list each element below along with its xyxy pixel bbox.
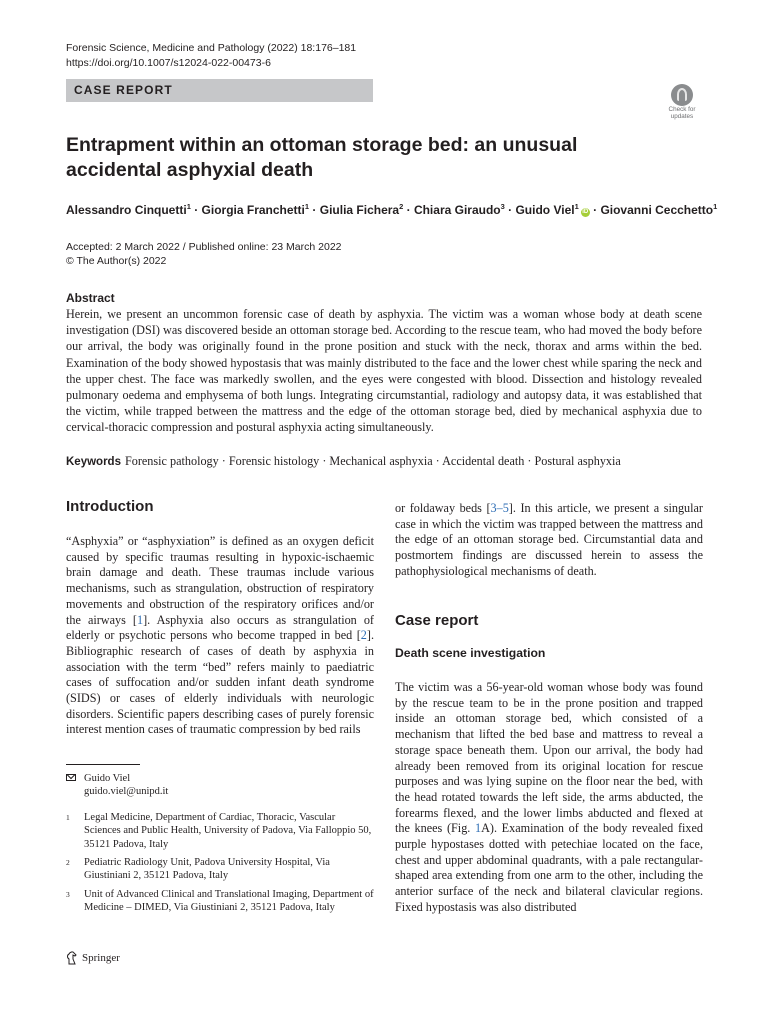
journal-header xyxy=(66,41,356,71)
death-scene-paragraph: The victim was a 56-year-old woman whose body was found by the rescue team to be in the prone position and trapped inside an ottoman storage bed, which consisted of a mechanism that lifted the bed base and mattress to reveal a storage space beneath them. Upon our arrival, the body had already been removed from its original location for rescue purposes and was lying supine on the floor near the bed, with the head rotated towards the left side, the arms abducted, the forearms flexed, and the lower limbs abducted and flexed at the knees (Fig. 1A). Examination of the body revealed fixed purple hypostases dotted with petechiae located on the face, chest and upper abdominal quadrants, with a pale rectangular-shaped area extending from one arm to the other, including the anterior surface of the neck and bilateral clavicular regions. Fixed hypostasis was also distributed xyxy=(395,680,703,914)
affiliation-number: 2 xyxy=(66,858,70,867)
affiliation-number: 1 xyxy=(66,813,70,822)
footnote-divider xyxy=(66,764,140,765)
author-affiliation-mark: 1 xyxy=(304,202,310,211)
correspondence-name: Guido Viel xyxy=(84,773,131,784)
envelope-icon xyxy=(66,774,76,781)
case-report-heading: Case report xyxy=(395,612,479,629)
springer-horse-icon xyxy=(66,951,78,965)
article-title: Entrapment within an ottoman storage bed: an unusual accidental asphyxial death xyxy=(66,134,578,181)
keywords-line xyxy=(66,454,702,469)
author-name[interactable]: Giulia Fichera xyxy=(319,203,400,217)
affiliation-number: 3 xyxy=(66,890,70,899)
keywords-label: Keywords xyxy=(66,456,121,468)
orcid-icon[interactable]: iD xyxy=(582,209,589,215)
publication-dates xyxy=(66,241,342,268)
abstract-text: Herein, we present an uncommon forensic case of death by asphyxia. The victim was a woman whose body at death scene investigation (DSI) was discovered beside an ottoman storage bed. According to the rescue team, who had moved the body before our arrival, the body was originally found in the prone position and stuck with the neck, thorax and arms within the bed. Examination of the body showed hypostasis that was mainly distributed to the face and the lower chest while sparing the neck and the upper chest. The face was markedly swollen, and the eyes were congested with blood. Dissection and histology revealed pulmonary oedema and emphysema of both lungs. Integrating circumstantial, radiology and autopsy data, it was established that the victim, while trapped between the mattress and the edge of the ottoman storage bed, died by mechanical asphyxia due to cervical-thoracic compression and postural asphyxia acting simultaneously. xyxy=(66,307,702,435)
introduction-continued-paragraph: or foldaway beds [3–5]. In this article, we present a singular case in which the victim was trapped between the mattress and the edge of an ottoman storage bed. Circumstantial data and postmortem findings are discussed herein to assess the pathophysiological mechanisms of death. xyxy=(395,501,703,578)
publisher-footer xyxy=(66,951,120,965)
figure-link[interactable]: 1 xyxy=(475,821,482,836)
author-name[interactable]: Chiara Giraudo xyxy=(413,203,501,217)
doi-link[interactable]: https://doi.org/10.1007/s12024-022-00473-6 xyxy=(66,57,271,69)
check-updates-line2: updates xyxy=(670,112,694,120)
author-list: Alessandro Cinquetti$^1$ · Giorgia Franchetti$^1$ · Giulia Fichera$^2$ · Chiara Giraudo$^3$ · Guido Viel$^1$iD · Giovanni Cecchetto$^1$ xyxy=(66,202,718,217)
correspondence-email[interactable]: guido.viel@unipd.it xyxy=(84,786,169,798)
author-name[interactable]: Guido Viel xyxy=(515,203,575,217)
death-scene-heading: Death scene investigation xyxy=(395,646,546,660)
author-name[interactable]: Giovanni Cecchetto xyxy=(600,203,714,217)
introduction-paragraph: “Asphyxia” or “asphyxiation” is defined as an oxygen deficit caused by specific traumas resulting in hypoxic-ischaemic brain damage and death. These traumas include various mechanisms, such as strangulation, obstruction of respiratory movements and obstruction of the respiratory orifices and/or the airways [1]. Asphyxia also occurs as strangulation of elderly or psychotic persons who become trapped in bed [2]. Bibliographic research of cases of death by asphyxia in association with the term “bed” refers mainly to paediatric cases of suffocation and/or sudden infant death syndrome (SIDS) or cases of elderly individuals with neurologic disorders. Scientific papers describing cases of purely forensic interest mention cases of traumatic compression by bed rails xyxy=(66,534,374,737)
copyright-line: © The Author(s) 2022 xyxy=(66,254,167,267)
author-affiliation-mark: 1 xyxy=(713,202,718,211)
check-for-updates-icon[interactable] xyxy=(663,84,701,124)
citation-link[interactable]: 1 xyxy=(136,612,144,627)
author-affiliation-mark: 1 xyxy=(574,202,579,211)
keywords-list: Forensic pathology · Forensic histology · Mechanical asphyxia · Accidental death · Postural asphyxia xyxy=(124,454,621,468)
author-affiliation-mark: 1 xyxy=(186,202,191,211)
author-name[interactable]: Giorgia Franchetti xyxy=(201,203,305,217)
affiliation-text: Unit of Advanced Clinical and Translational Imaging, Department of Medicine – DIMED, Via Giustiniani 2, 35121 Padova, Italy xyxy=(84,889,374,914)
article-type-bar xyxy=(66,79,373,102)
check-updates-line1: Check for xyxy=(668,106,696,113)
journal-citation: Forensic Science, Medicine and Pathology (2022) 18:176–181 xyxy=(66,42,357,54)
author-affiliation-mark: 2 xyxy=(399,202,404,211)
accepted-published-dates: Accepted: 2 March 2022 / Published online: 23 March 2022 xyxy=(66,241,342,253)
author-name[interactable]: Alessandro Cinquetti xyxy=(66,203,187,217)
author-affiliation-mark: 3 xyxy=(500,202,505,211)
check-for-updates-badge xyxy=(671,84,693,106)
introduction-heading: Introduction xyxy=(66,498,154,515)
publisher-name: Springer xyxy=(82,952,120,964)
citation-link[interactable]: 2 xyxy=(360,628,367,643)
citation-link[interactable]: 3–5 xyxy=(490,501,509,515)
affiliation-text: Legal Medicine, Department of Cardiac, Thoracic, Vascular Sciences and Public Health, University of Padova, Via Falloppio 50, 35121 Padova, Italy xyxy=(84,812,372,850)
affiliation-text: Pediatric Radiology Unit, Padova University Hospital, Via Giustiniani 2, 35121 Padova, Italy xyxy=(84,857,330,882)
abstract-heading: Abstract xyxy=(66,291,115,305)
article-type-label: CASE REPORT xyxy=(74,83,173,97)
